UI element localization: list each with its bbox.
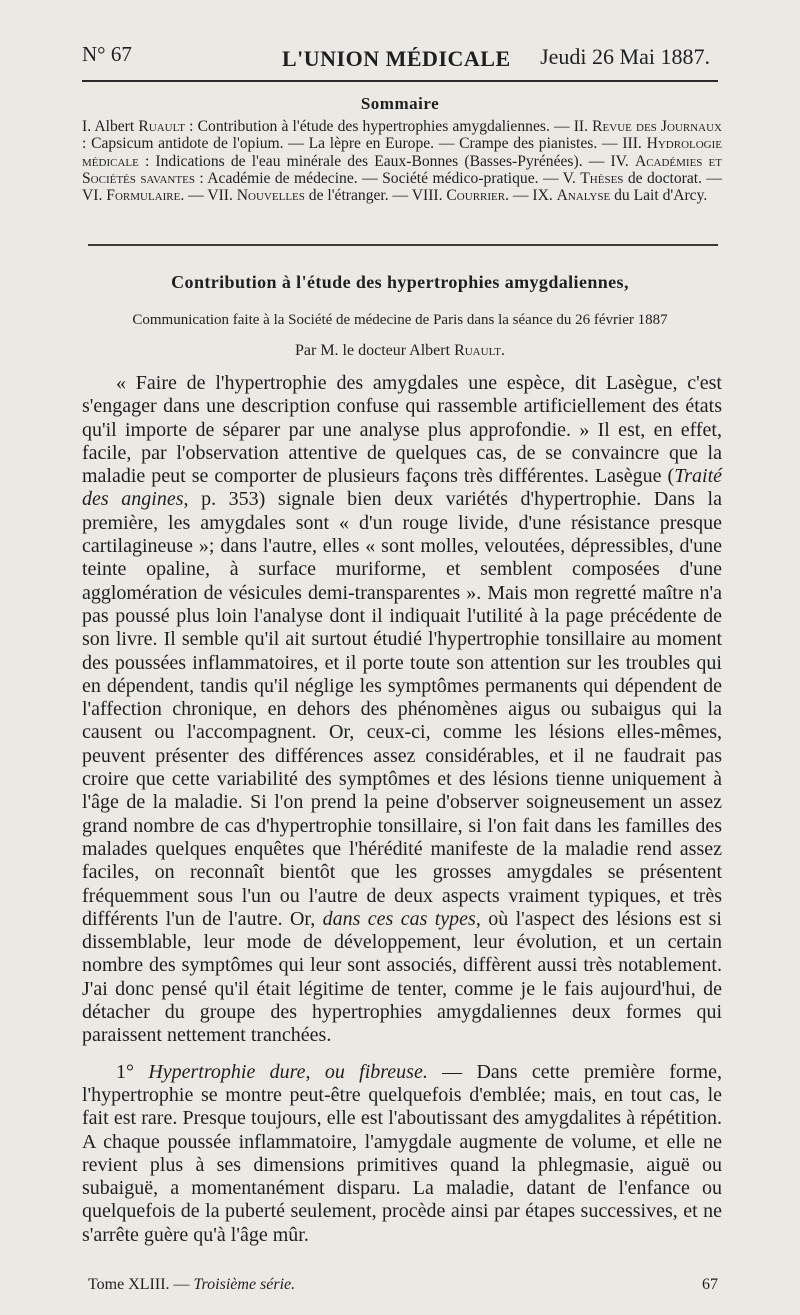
journal-title: L'UNION MÉDICALE [282, 46, 511, 71]
summary-text: I. Albert Ruault : Contribution à l'étude des hypertrophies amygdaliennes. — II. Revue des Journaux : Capsicum antidote de l'opium. — La lèpre en Europe. — Crampe des pianistes. — III. Hydrologie médicale : Indications de l'eau minérale des Eaux-Bonnes (Basses-Pyrénées). — IV. Académies et Sociétés savantes : Académie de médecine. — Société médico-pratique. — V. Thèses de doctorat. — VI. Formulaire. — VII. Nouvelles de l'étranger. — VIII. Courrier. — IX. Analyse du Lait d'Arcy. [82, 118, 722, 205]
paragraph-2: 1° Hypertrophie dure, ou fibreuse. — Dans cette première forme, l'hypertrophie se montre peut-être quelquefois d'emblée; mais, en tout cas, le fait est rare. Presque toujours, elle est l'aboutissant des amygdalites à répétition. A chaque poussée inflammatoire, l'amygdale augmente de volume, et elle ne revient plus à ses dimensions primitives quand la phlegmasie, aiguë ou subaiguë, a momentanément disparu. La maladie, datant de l'enfance ou quelquefois de la puberté seulement, procède ainsi par étapes successives, et ne s'arrête guère qu'à l'âge mûr. [82, 1060, 723, 1246]
summary-author: Ruault [138, 118, 186, 135]
article-title: Contribution à l'étude des hypertrophies amygdaliennes, [171, 272, 629, 292]
article-author: Par M. le docteur Albert Ruault. [294, 342, 505, 359]
article-subtitle: Communication faite à la Société de médecine de Paris dans la séance du 26 février 1887 [132, 312, 668, 328]
header-rule [82, 80, 718, 82]
volume-info: Tome XLIII. — Troisième série. [88, 1276, 296, 1293]
issue-date: Jeudi 26 Mai 1887. [540, 44, 710, 69]
page-header [82, 40, 710, 74]
page-footer [88, 1276, 718, 1300]
issue-number: N° 67 [82, 42, 132, 66]
article-body [82, 372, 722, 1247]
paragraph-1: « Faire de l'hypertrophie des amygdales une espèce, dit Lasègue, c'est s'engager dans une description confuse qui rassemble artificiellement des états qu'il importe de séparer par une analyse plus approfondie. » Il est, en effet, facile, par l'observation attentive de quelques cas, de se convaincre que la maladie peut se comporter de plusieurs façons très différentes. Lasègue (Traité des angines, p. 353) signale bien deux variétés d'hypertrophie. Dans la première, les amygdales sont « d'un rouge livide, d'une résistance presque cartilagineuse »; dans l'autre, elles « sont molles, veloutées, dépressibles, d'une teinte opaline, à surface muriforme, et semblent composées d'une agglomération de vésicules demi-transparentes ». Mais mon regretté maître n'a pas poussé plus loin l'analyse dont il indiquait l'utilité à la page précédente de son livre. Il semble qu'il ait surtout étudié l'hypertrophie tonsillaire au moment des poussées inflammatoires, et il porte toute son attention sur les troubles qui en dépendent, tandis qu'il néglige les symptômes permanents qui dépendent de l'affection chronique, en dehors des phénomènes aigus ou subaigus qui la causent ou l'accompagnent. Or, ceux-ci, comme les lésions elles-mêmes, peuvent présenter des différences assez considérables, et il ne faudrait pas croire que cette variabilité des symptômes et des lésions tienne uniquement à l'âge de la maladie. Si l'on prend la peine d'observer soigneusement un assez grand nombre de cas d'hypertrophie tonsillaire, si l'on fait dans les familles des malades quelques enquêtes que l'hérédité manifeste de la maladie rend assez faciles, on reconnaît bientôt que les grosses amygdales se présentent fréquemment sous l'un ou l'autre de deux aspects vraiment typiques, et très différents l'un de l'autre. Or, dans ces cas types, où l'aspect des lésions est si dissemblable, leur mode de développement, leur évolution, et un certain nombre des symptômes qui leur sont associés, diffèrent aussi très notablement. J'ai donc pensé qu'il était légitime de tenter, comme je le fais aujourd'hui, de détacher du groupe des hypertrophies amygdaliennes deux formes qui paraissent nettement tranchées. [82, 372, 722, 1047]
summary-title: Sommaire [360, 94, 440, 113]
section-rule [88, 244, 718, 246]
page-number: 67 [702, 1276, 718, 1293]
